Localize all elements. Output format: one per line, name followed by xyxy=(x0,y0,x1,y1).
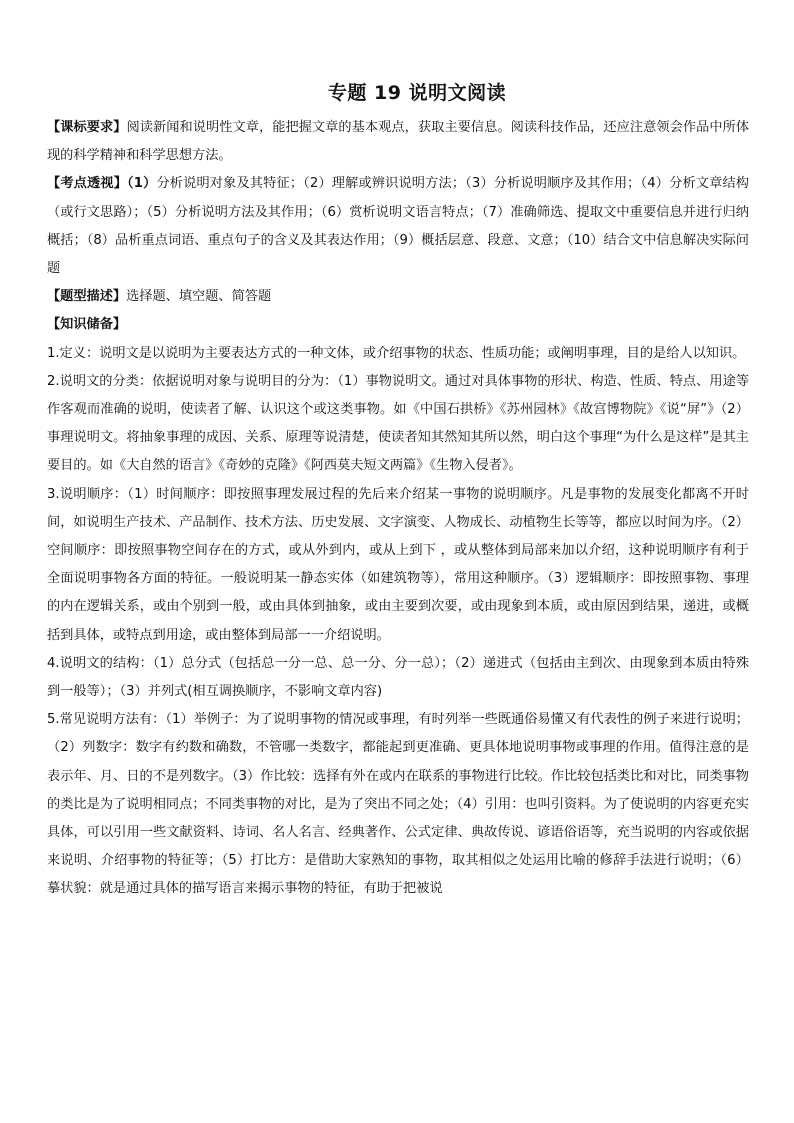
exam-points-text: 分析说明对象及其特征；（2）理解或辨识说明方法；（3）分析说明顺序及其作用；（4）分析文章结构（或行文思路）；（5）分析说明方法及其作用；（6）赏析说明文语言特点；（7）准确筛选、提取文中重要信息并进行归纳概括；（8）品析重点词语、重点句子的含义及其表达作用；（9）概括层意、段意、文意；（10）结合文中信息解决实际问题 xyxy=(47,176,749,277)
question-types-text: 选择题、填空题、简答题 xyxy=(126,289,272,305)
question-types-label: 【题型描述】 xyxy=(47,289,127,305)
curriculum-requirement-text: 阅读新闻和说明性文章，能把握文章的基本观点，获取主要信息。阅读科技作品，还应注意领会作品中所体现的科学精神和科学思想方法。 xyxy=(47,120,750,164)
question-types-paragraph xyxy=(47,283,749,311)
knowledge-item-classification: 2.说明文的分类：依据说明对象与说明目的分为：（1）事物说明文。通过对具体事物的形状、构造、性质、特点、用途等作客观而准确的说明，使读者了解、认识这个或这类事物。如《中国石拱桥》《苏州园林》《故宫博物院》《说“屏”》（2）事理说明文。将抽象事理的成因、关系、原理等说清楚，使读者知其然知其所以然，明白这个事理“为什么是这样”是其主要目的。如《大自然的语言》《奇妙的克隆》《阿西莫夫短文两篇》《生物入侵者》。 xyxy=(47,373,749,474)
exam-points-label: 【考点透视】 xyxy=(47,176,128,192)
exam-points-first-number: （1） xyxy=(127,176,157,192)
page-title: 专题 19 说明文阅读 xyxy=(327,82,507,104)
curriculum-requirement-paragraph xyxy=(47,114,749,170)
knowledge-item-structure: 4.说明文的结构：（1）总分式（包括总一分一总、总一分、分一总）；（2）递进式（包括由主到次、由现象到本质由特殊到一般等）；（3）并列式(相互调换顺序，不影响文章内容) xyxy=(47,655,749,700)
exam-points-paragraph xyxy=(47,170,749,283)
knowledge-item-order: 3.说明顺序：（1）时间顺序：即按照事理发展过程的先后来介绍某一事物的说明顺序。凡是事物的发展变化都离不开时间，如说明生产技术、产品制作、技术方法、历史发展、文字演变、人物成长、动植物生长等等，都应以时间为序。（2）空间顺序：即按照事物空间存在的方式，或从外到内，或从上到下 ，或从整体到局部来加以介绍，这种说明顺序有利于全面说明事物各方面的特征。一般说明某一静态实体（如建筑物等），常用这种顺序。（3）逻辑顺序：即按照事物、事理的内在逻辑关系，或由个别到一般，或由具体到抽象，或由主要到次要，或由现象到本质，或由原因到结果，递进，或概括到具体，或特点到用途，或由整体到局部一一介绍说明。 xyxy=(47,486,749,643)
knowledge-heading: 【知识储备】 xyxy=(47,317,127,333)
knowledge-item-methods: 5.常见说明方法有：（1）举例子：为了说明事物的情况或事理，有时列举一些既通俗易懂又有代表性的例子来进行说明；（2）列数字：数字有约数和确数，不管哪一类数字，都能起到更准确、更具体地说明事物或事理的作用。值得注意的是表示年、月、日的不是列数字。（3）作比较：选择有外在或内在联系的事物进行比较。作比较包括类比和对比，同类事物的类比是为了说明相同点；不同类事物的对比，是为了突出不同之处；（4）引用：也叫引资料。为了使说明的内容更充实具体，可以引用一些文献资料、诗词、名人名言、经典著作、公式定律、典故传说、谚语俗语等，充当说明的内容或依据来说明、介绍事物的特征等；（5）打比方：是借助大家熟知的事物，取其相似之处运用比喻的修辞手法进行说明；（6）摹状貌：就是通过具体的描写语言来揭示事物的特征，有助于把被说 xyxy=(47,712,749,897)
curriculum-requirement-label: 【课标要求】 xyxy=(47,120,127,135)
knowledge-item-definition: 1.定义：说明文是以说明为主要表达方式的一种文体，或介绍事物的状态、性质功能；或阐明事理，目的是给人以知识。 xyxy=(47,345,746,361)
document-body xyxy=(47,114,749,904)
